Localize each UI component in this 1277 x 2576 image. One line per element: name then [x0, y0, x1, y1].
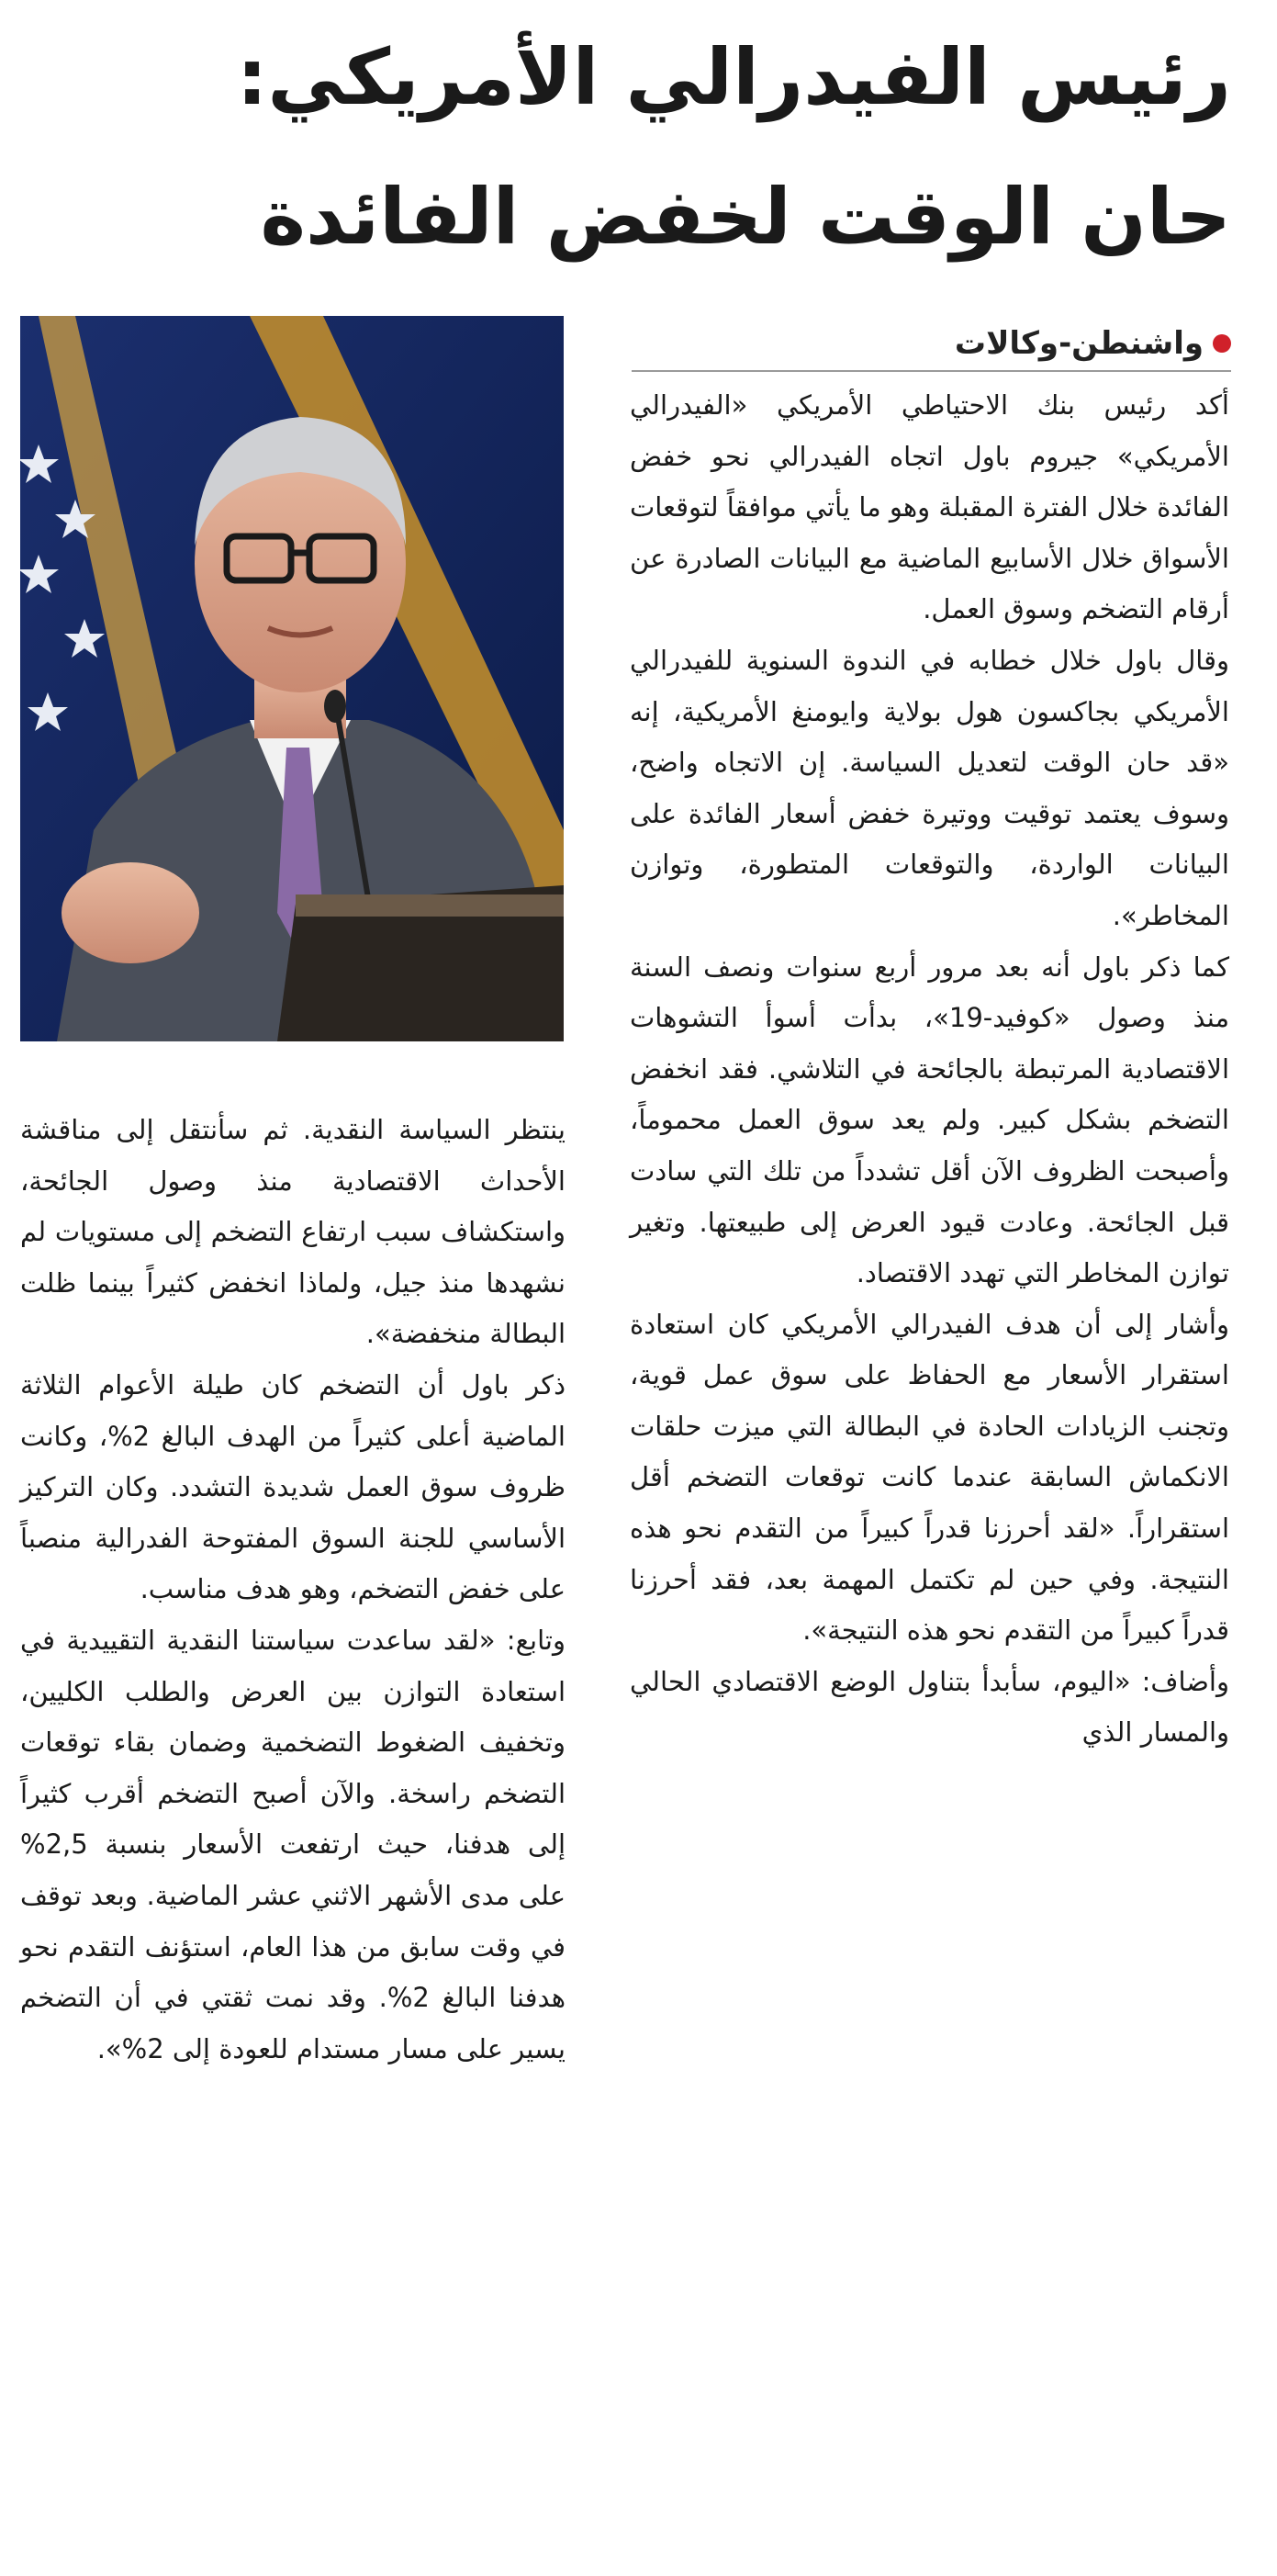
- byline-text: واشنطن-وكالات: [954, 325, 1204, 362]
- paragraph: كما ذكر باول أنه بعد مرور أربع سنوات ونصف السنة منذ وصول «كوفيد-19»، بدأت أسوأ التشوهات الاقتصادية المرتبطة بالجائحة في التلاشي. فقد انخفض التضخم بشكل كبير. ولم يعد سوق العمل محموماً، وأصبحت الظروف الآن أقل تشدداً من تلك التي سادت قبل الجائحة. وعادت قيود العرض إلى طبيعتها. وتغير توازن المخاطر التي تهدد الاقتصاد.: [630, 951, 1229, 1289]
- bullet-dot-icon: [1213, 334, 1231, 353]
- headline-line-2: حان الوقت لخفض الفائدة: [260, 172, 1231, 262]
- article-photo: [20, 316, 564, 1041]
- byline: [632, 317, 1231, 372]
- paragraph: وتابع: «لقد ساعدت سياستنا النقدية التقييدية في استعادة التوازن بين العرض والطلب الكليين، وتخفيف الضغوط التضخمية وضمان بقاء توقعات التضخم راسخة. والآن أصبح التضخم أقرب كثيراً إلى هدفنا، حيث ارتفعت الأسعار بنسبة 2,5% على مدى الأشهر الاثني عشر الماضية. وبعد توقف في وقت سابق من هذا العام، استؤنف التقدم نحو هدفنا البالغ 2%. وقد نمت ثقتي في أن التضخم يسير على مسار مستدام للعودة إلى 2%».: [20, 1624, 566, 2064]
- powell-portrait-image: [20, 316, 564, 1041]
- paragraph: أكد رئيس بنك الاحتياطي الأمريكي «الفيدرالي الأمريكي» جيروم باول اتجاه الفيدرالي نحو خفض الفائدة خلال الفترة المقبلة وهو ما يأتي موافقاً لتوقعات الأسواق خلال الأسابيع الماضية مع البيانات الصادرة عن أرقام التضخم وسوق العمل.: [630, 389, 1229, 625]
- headline: [184, 7, 1231, 287]
- paragraph: ينتظر السياسة النقدية. ثم سأنتقل إلى مناقشة الأحداث الاقتصادية منذ وصول الجائحة، واستكشاف سبب ارتفاع التضخم إلى مستويات لم نشهدها منذ جيل، ولماذا انخفض كثيراً بينما ظلت البطالة منخفضة».: [20, 1114, 566, 1350]
- article-column-right: [630, 380, 1229, 1759]
- headline-line-1: رئيس الفيدرالي الأمريكي:: [236, 32, 1231, 122]
- article-column-left: [20, 1105, 566, 2075]
- paragraph: ذكر باول أن التضخم كان طيلة الأعوام الثلاثة الماضية أعلى كثيراً من الهدف البالغ 2%، وكانت ظروف سوق العمل شديدة التشدد. وكان التركيز الأساسي للجنة السوق المفتوحة الفدرالية منصباً على خفض التضخم، وهو هدف مناسب.: [20, 1368, 566, 1605]
- paragraph: وقال باول خلال خطابه في الندوة السنوية للفيدرالي الأمريكي بجاكسون هول بولاية وايومنغ الأمريكية، إنه «قد حان الوقت لتعديل السياسة. إن الاتجاه واضح، وسوف يعتمد توقيت ووتيرة خفض أسعار الفائدة على البيانات الواردة، والتوقعات المتطورة، وتوازن المخاطر».: [630, 644, 1229, 931]
- paragraph: وأشار إلى أن هدف الفيدرالي الأمريكي كان استعادة استقرار الأسعار مع الحفاظ على سوق عمل قوية، وتجنب الزيادات الحادة في البطالة التي ميزت حلقات الانكماش السابقة عندما كانت توقعات التضخم أقل استقراراً. «لقد أحرزنا قدراً كبيراً من التقدم نحو هذه النتيجة. وفي حين لم تكتمل المهمة بعد، فقد أحرزنا قدراً كبيراً من التقدم نحو هذه النتيجة».: [630, 1308, 1229, 1647]
- paragraph: وأضاف: «اليوم، سأبدأ بتناول الوضع الاقتصادي الحالي والمسار الذي: [630, 1665, 1229, 1749]
